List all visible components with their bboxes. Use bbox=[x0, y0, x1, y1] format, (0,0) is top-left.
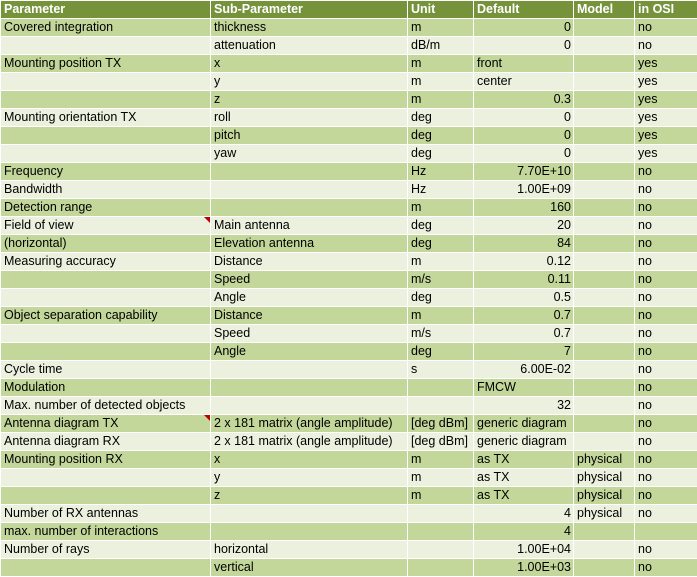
cell-default[interactable]: 0 bbox=[474, 109, 574, 127]
cell-unit[interactable]: Hz bbox=[408, 181, 474, 199]
cell-in-osi[interactable]: no bbox=[635, 451, 697, 469]
cell-unit[interactable]: deg bbox=[408, 217, 474, 235]
cell-sub-parameter[interactable]: thickness bbox=[211, 19, 408, 37]
cell-default[interactable]: generic diagram bbox=[474, 415, 574, 433]
cell-unit[interactable] bbox=[408, 397, 474, 415]
cell-parameter[interactable] bbox=[1, 73, 211, 91]
cell-unit[interactable]: deg bbox=[408, 145, 474, 163]
table-row bbox=[1, 271, 697, 289]
cell-parameter[interactable] bbox=[1, 145, 211, 163]
cell-model[interactable] bbox=[574, 397, 635, 415]
cell-in-osi[interactable]: no bbox=[635, 433, 697, 451]
cell-in-osi[interactable]: no bbox=[635, 379, 697, 397]
cell-in-osi[interactable]: no bbox=[635, 505, 697, 523]
cell-sub-parameter[interactable] bbox=[211, 397, 408, 415]
cell-unit[interactable]: m bbox=[408, 487, 474, 505]
cell-model[interactable] bbox=[574, 343, 635, 361]
cell-sub-parameter[interactable] bbox=[211, 361, 408, 379]
cell-model[interactable] bbox=[574, 235, 635, 253]
cell-sub-parameter[interactable]: yaw bbox=[211, 145, 408, 163]
cell-parameter[interactable]: Antenna diagram TX bbox=[1, 415, 211, 433]
cell-unit[interactable]: s bbox=[408, 361, 474, 379]
cell-default[interactable]: 1.00E+03 bbox=[474, 559, 574, 577]
cell-unit[interactable]: dB/m bbox=[408, 37, 474, 55]
cell-model[interactable] bbox=[574, 37, 635, 55]
cell-sub-parameter[interactable]: 2 x 181 matrix (angle amplitude) bbox=[211, 415, 408, 433]
cell-model[interactable] bbox=[574, 217, 635, 235]
cell-parameter[interactable]: Mounting position TX bbox=[1, 55, 211, 73]
cell-in-osi[interactable]: yes bbox=[635, 91, 697, 109]
cell-default[interactable]: 0.7 bbox=[474, 325, 574, 343]
table-row bbox=[1, 379, 697, 397]
cell-in-osi[interactable]: no bbox=[635, 361, 697, 379]
cell-unit[interactable]: deg bbox=[408, 289, 474, 307]
cell-parameter[interactable]: Frequency bbox=[1, 163, 211, 181]
cell-unit[interactable]: deg bbox=[408, 109, 474, 127]
header-default[interactable]: Default bbox=[474, 1, 574, 19]
cell-in-osi[interactable]: yes bbox=[635, 73, 697, 91]
cell-default[interactable]: center bbox=[474, 73, 574, 91]
cell-in-osi[interactable]: no bbox=[635, 271, 697, 289]
cell-parameter[interactable]: Number of RX antennas bbox=[1, 505, 211, 523]
cell-sub-parameter[interactable]: Angle bbox=[211, 289, 408, 307]
cell-default[interactable]: 20 bbox=[474, 217, 574, 235]
table-row bbox=[1, 289, 697, 307]
cell-unit[interactable] bbox=[408, 523, 474, 541]
table-row bbox=[1, 163, 697, 181]
cell-unit[interactable]: m/s bbox=[408, 325, 474, 343]
cell-unit[interactable]: deg bbox=[408, 343, 474, 361]
cell-unit[interactable]: m bbox=[408, 307, 474, 325]
cell-in-osi[interactable]: yes bbox=[635, 109, 697, 127]
header-sub-parameter[interactable]: Sub-Parameter bbox=[211, 1, 408, 19]
cell-parameter[interactable]: Object separation capability bbox=[1, 307, 211, 325]
table-row bbox=[1, 523, 697, 541]
cell-sub-parameter[interactable] bbox=[211, 379, 408, 397]
cell-in-osi[interactable]: no bbox=[635, 307, 697, 325]
cell-parameter[interactable] bbox=[1, 469, 211, 487]
table-row bbox=[1, 361, 697, 379]
cell-model[interactable] bbox=[574, 181, 635, 199]
cell-model[interactable] bbox=[574, 199, 635, 217]
table-row bbox=[1, 55, 697, 73]
cell-sub-parameter[interactable] bbox=[211, 523, 408, 541]
cell-model[interactable] bbox=[574, 253, 635, 271]
cell-sub-parameter[interactable]: Speed bbox=[211, 271, 408, 289]
cell-in-osi[interactable]: no bbox=[635, 325, 697, 343]
cell-in-osi[interactable]: no bbox=[635, 235, 697, 253]
cell-parameter[interactable]: Bandwidth bbox=[1, 181, 211, 199]
cell-in-osi[interactable]: no bbox=[635, 163, 697, 181]
cell-unit[interactable]: m bbox=[408, 55, 474, 73]
cell-default[interactable]: 7.70E+10 bbox=[474, 163, 574, 181]
cell-model[interactable] bbox=[574, 415, 635, 433]
table-row bbox=[1, 415, 697, 433]
cell-model[interactable] bbox=[574, 73, 635, 91]
cell-default[interactable]: 0.7 bbox=[474, 307, 574, 325]
table-row bbox=[1, 559, 697, 577]
cell-default[interactable]: 7 bbox=[474, 343, 574, 361]
cell-parameter[interactable]: Antenna diagram RX bbox=[1, 433, 211, 451]
cell-unit[interactable]: m bbox=[408, 199, 474, 217]
cell-in-osi[interactable]: no bbox=[635, 397, 697, 415]
cell-default[interactable]: 0.5 bbox=[474, 289, 574, 307]
cell-model[interactable] bbox=[574, 379, 635, 397]
cell-default[interactable]: 0 bbox=[474, 37, 574, 55]
cell-unit[interactable]: [deg dBm] bbox=[408, 415, 474, 433]
cell-parameter[interactable]: Mounting orientation TX bbox=[1, 109, 211, 127]
cell-model[interactable] bbox=[574, 109, 635, 127]
cell-model[interactable] bbox=[574, 361, 635, 379]
cell-default[interactable]: 0.11 bbox=[474, 271, 574, 289]
cell-default[interactable]: 0 bbox=[474, 145, 574, 163]
table-row bbox=[1, 307, 697, 325]
cell-sub-parameter[interactable] bbox=[211, 199, 408, 217]
cell-model[interactable] bbox=[574, 559, 635, 577]
cell-sub-parameter[interactable]: 2 x 181 matrix (angle amplitude) bbox=[211, 433, 408, 451]
table-row bbox=[1, 37, 697, 55]
cell-sub-parameter[interactable]: y bbox=[211, 469, 408, 487]
cell-sub-parameter[interactable]: roll bbox=[211, 109, 408, 127]
cell-sub-parameter[interactable]: Angle bbox=[211, 343, 408, 361]
table-row bbox=[1, 433, 697, 451]
cell-model[interactable]: physical bbox=[574, 451, 635, 469]
cell-parameter[interactable]: Detection range bbox=[1, 199, 211, 217]
cell-default[interactable]: as TX bbox=[474, 487, 574, 505]
cell-in-osi[interactable]: no bbox=[635, 37, 697, 55]
cell-model[interactable] bbox=[574, 91, 635, 109]
cell-sub-parameter[interactable]: y bbox=[211, 73, 408, 91]
cell-parameter[interactable] bbox=[1, 325, 211, 343]
table-row bbox=[1, 217, 697, 235]
cell-in-osi[interactable]: yes bbox=[635, 145, 697, 163]
cell-unit[interactable]: m bbox=[408, 19, 474, 37]
table-row bbox=[1, 451, 697, 469]
cell-sub-parameter[interactable]: Distance bbox=[211, 307, 408, 325]
cell-parameter[interactable] bbox=[1, 559, 211, 577]
cell-in-osi[interactable]: no bbox=[635, 469, 697, 487]
table-row bbox=[1, 127, 697, 145]
cell-unit[interactable]: Hz bbox=[408, 163, 474, 181]
cell-model[interactable] bbox=[574, 307, 635, 325]
cell-parameter[interactable] bbox=[1, 289, 211, 307]
cell-sub-parameter[interactable]: x bbox=[211, 55, 408, 73]
table-row bbox=[1, 487, 697, 505]
cell-sub-parameter[interactable] bbox=[211, 181, 408, 199]
cell-default[interactable]: 32 bbox=[474, 397, 574, 415]
cell-in-osi[interactable]: no bbox=[635, 343, 697, 361]
header-row bbox=[1, 1, 697, 19]
table-row bbox=[1, 343, 697, 361]
cell-model[interactable] bbox=[574, 541, 635, 559]
cell-in-osi[interactable]: no bbox=[635, 253, 697, 271]
cell-sub-parameter[interactable] bbox=[211, 505, 408, 523]
cell-in-osi[interactable]: no bbox=[635, 487, 697, 505]
table-row bbox=[1, 235, 697, 253]
cell-parameter[interactable] bbox=[1, 271, 211, 289]
cell-default[interactable]: 160 bbox=[474, 199, 574, 217]
table-row bbox=[1, 91, 697, 109]
cell-sub-parameter[interactable]: attenuation bbox=[211, 37, 408, 55]
cell-default[interactable]: 4 bbox=[474, 505, 574, 523]
cell-sub-parameter[interactable]: horizontal bbox=[211, 541, 408, 559]
cell-sub-parameter[interactable]: z bbox=[211, 487, 408, 505]
cell-parameter[interactable]: Max. number of detected objects bbox=[1, 397, 211, 415]
cell-in-osi[interactable]: no bbox=[635, 199, 697, 217]
cell-model[interactable] bbox=[574, 55, 635, 73]
cell-unit[interactable]: m bbox=[408, 253, 474, 271]
cell-default[interactable]: FMCW bbox=[474, 379, 574, 397]
cell-sub-parameter[interactable]: Distance bbox=[211, 253, 408, 271]
cell-default[interactable]: 1.00E+04 bbox=[474, 541, 574, 559]
cell-default[interactable]: 4 bbox=[474, 523, 574, 541]
cell-parameter[interactable]: Cycle time bbox=[1, 361, 211, 379]
cell-model[interactable] bbox=[574, 289, 635, 307]
cell-unit[interactable]: deg bbox=[408, 127, 474, 145]
comment-marker-icon bbox=[204, 217, 210, 223]
cell-model[interactable]: physical bbox=[574, 505, 635, 523]
cell-model[interactable] bbox=[574, 145, 635, 163]
cell-parameter[interactable] bbox=[1, 343, 211, 361]
cell-model[interactable] bbox=[574, 19, 635, 37]
cell-parameter[interactable]: (horizontal) bbox=[1, 235, 211, 253]
cell-unit[interactable]: m bbox=[408, 73, 474, 91]
cell-default[interactable]: 0 bbox=[474, 127, 574, 145]
cell-default[interactable]: 0.12 bbox=[474, 253, 574, 271]
cell-model[interactable]: physical bbox=[574, 469, 635, 487]
header-parameter[interactable]: Parameter bbox=[1, 1, 211, 19]
cell-model[interactable] bbox=[574, 271, 635, 289]
cell-unit[interactable]: m bbox=[408, 91, 474, 109]
cell-parameter[interactable]: Mounting position RX bbox=[1, 451, 211, 469]
cell-default[interactable]: 6.00E-02 bbox=[474, 361, 574, 379]
cell-in-osi[interactable]: no bbox=[635, 289, 697, 307]
table-row bbox=[1, 469, 697, 487]
table-row bbox=[1, 199, 697, 217]
cell-sub-parameter[interactable]: pitch bbox=[211, 127, 408, 145]
cell-unit[interactable] bbox=[408, 559, 474, 577]
cell-sub-parameter[interactable]: Speed bbox=[211, 325, 408, 343]
cell-parameter[interactable] bbox=[1, 37, 211, 55]
cell-in-osi[interactable]: yes bbox=[635, 55, 697, 73]
cell-parameter[interactable] bbox=[1, 127, 211, 145]
comment-marker-icon bbox=[204, 415, 210, 421]
table-row bbox=[1, 325, 697, 343]
table-row bbox=[1, 541, 697, 559]
cell-unit[interactable] bbox=[408, 379, 474, 397]
cell-unit[interactable]: m bbox=[408, 469, 474, 487]
cell-default[interactable]: 1.00E+09 bbox=[474, 181, 574, 199]
cell-in-osi[interactable]: no bbox=[635, 19, 697, 37]
cell-sub-parameter[interactable]: Elevation antenna bbox=[211, 235, 408, 253]
cell-default[interactable]: as TX bbox=[474, 451, 574, 469]
cell-parameter[interactable]: Field of view bbox=[1, 217, 211, 235]
header-model[interactable]: Model bbox=[574, 1, 635, 19]
cell-parameter[interactable]: Number of rays bbox=[1, 541, 211, 559]
cell-unit[interactable]: deg bbox=[408, 235, 474, 253]
cell-in-osi[interactable]: no bbox=[635, 541, 697, 559]
cell-parameter[interactable]: Covered integration bbox=[1, 19, 211, 37]
cell-model[interactable]: physical bbox=[574, 487, 635, 505]
cell-default[interactable]: 84 bbox=[474, 235, 574, 253]
cell-sub-parameter[interactable]: Main antenna bbox=[211, 217, 408, 235]
cell-unit[interactable]: m bbox=[408, 451, 474, 469]
cell-model[interactable] bbox=[574, 433, 635, 451]
cell-default[interactable]: front bbox=[474, 55, 574, 73]
cell-in-osi[interactable]: no bbox=[635, 415, 697, 433]
cell-unit[interactable] bbox=[408, 541, 474, 559]
cell-model[interactable] bbox=[574, 325, 635, 343]
table-row bbox=[1, 253, 697, 271]
cell-default[interactable]: as TX bbox=[474, 469, 574, 487]
cell-parameter[interactable]: Measuring accuracy bbox=[1, 253, 211, 271]
table-row bbox=[1, 397, 697, 415]
cell-in-osi[interactable]: yes bbox=[635, 127, 697, 145]
table-row bbox=[1, 19, 697, 37]
cell-parameter[interactable]: max. number of interactions bbox=[1, 523, 211, 541]
cell-in-osi[interactable]: no bbox=[635, 217, 697, 235]
cell-unit[interactable]: [deg dBm] bbox=[408, 433, 474, 451]
table-row bbox=[1, 505, 697, 523]
cell-sub-parameter[interactable]: x bbox=[211, 451, 408, 469]
header-unit[interactable]: Unit bbox=[408, 1, 474, 19]
cell-sub-parameter[interactable] bbox=[211, 163, 408, 181]
cell-parameter[interactable] bbox=[1, 91, 211, 109]
cell-model[interactable] bbox=[574, 127, 635, 145]
cell-unit[interactable] bbox=[408, 505, 474, 523]
cell-in-osi[interactable]: no bbox=[635, 559, 697, 577]
cell-parameter[interactable]: Modulation bbox=[1, 379, 211, 397]
cell-in-osi[interactable]: no bbox=[635, 181, 697, 199]
cell-sub-parameter[interactable]: z bbox=[211, 91, 408, 109]
table-row bbox=[1, 181, 697, 199]
header-in-osi[interactable]: in OSI bbox=[635, 1, 697, 19]
cell-sub-parameter[interactable]: vertical bbox=[211, 559, 408, 577]
table-row bbox=[1, 109, 697, 127]
cell-default[interactable]: generic diagram bbox=[474, 433, 574, 451]
cell-model[interactable] bbox=[574, 523, 635, 541]
cell-default[interactable]: 0 bbox=[474, 19, 574, 37]
table-body bbox=[1, 19, 697, 577]
table-row bbox=[1, 73, 697, 91]
cell-default[interactable]: 0.3 bbox=[474, 91, 574, 109]
cell-unit[interactable]: m/s bbox=[408, 271, 474, 289]
cell-in-osi[interactable] bbox=[635, 523, 697, 541]
table-row bbox=[1, 145, 697, 163]
cell-model[interactable] bbox=[574, 163, 635, 181]
cell-parameter[interactable] bbox=[1, 487, 211, 505]
